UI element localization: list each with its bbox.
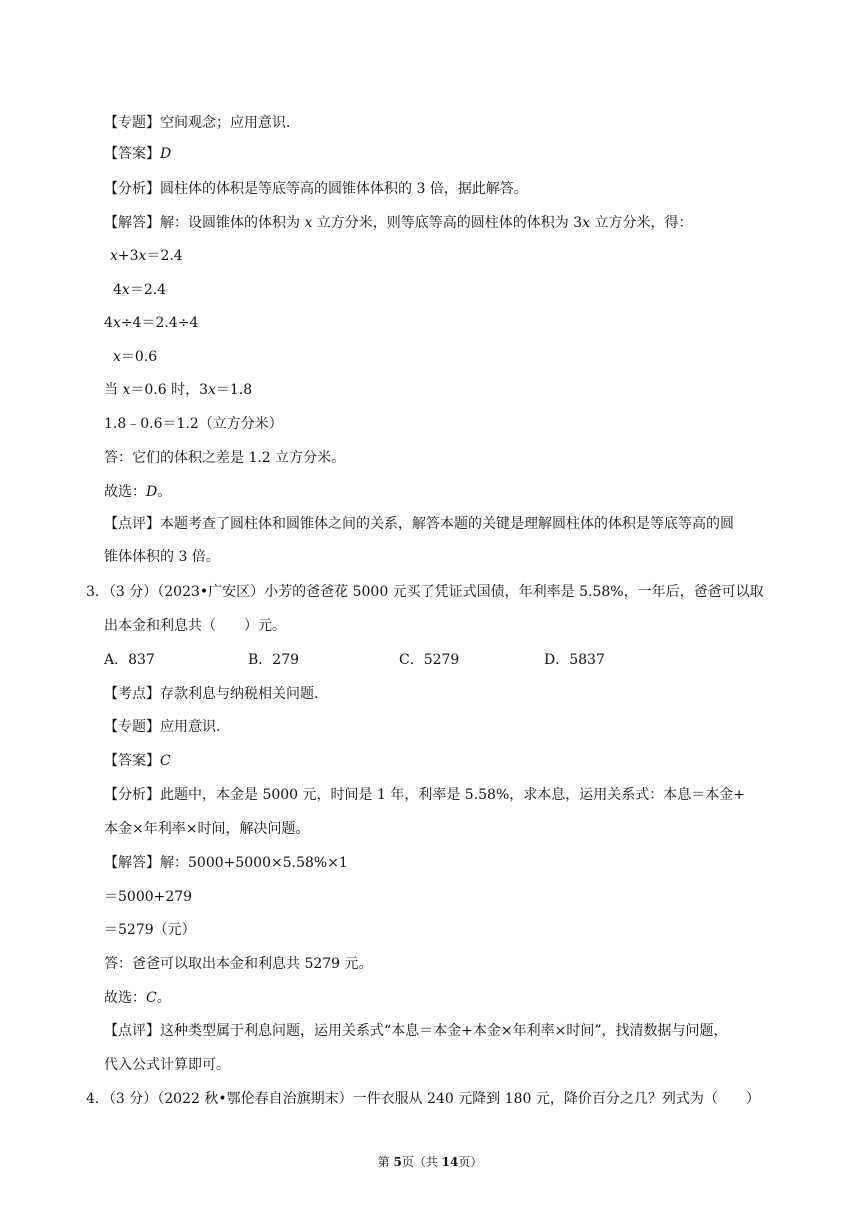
equation-line: x+3x＝2.4: [110, 248, 183, 264]
text-line: 故选：C。: [104, 990, 171, 1006]
text-line: 【点评】这种类型属于利息问题，运用关系式“本息＝本金+本金×年利率×时间”，找清数据与问题，: [104, 1023, 728, 1039]
text-line: 答：它们的体积之差是 1.2 立方分米。: [104, 450, 346, 466]
text-line: 1.8﹣0.6＝1.2（立方分米）: [104, 416, 283, 432]
text-line: 锥体体积的 3 倍。: [104, 549, 220, 565]
text-line: 【答案】C: [104, 753, 171, 769]
text-line: 故选：D。: [104, 484, 172, 500]
text-line: ＝5000+279: [104, 889, 193, 905]
text-line: 【点评】本题考查了圆柱体和圆锥体之间的关系，解答本题的关键是理解圆柱体的体积是等底等高的圆: [104, 516, 734, 532]
text-line: 代入公式计算即可。: [104, 1057, 230, 1073]
text-line: 【专题】空间观念；应用意识．: [104, 115, 300, 131]
equation-line: 4x÷4＝2.4÷4: [104, 315, 199, 331]
text-line: 【解答】解：设圆锥体的体积为 x 立方分米，则等底等高的圆柱体的体积为 3x 立方分米，得：: [104, 215, 693, 231]
equation-line: 4x＝2.4: [113, 282, 167, 298]
page-number: 5: [393, 1155, 402, 1169]
text-line: 答：爸爸可以取出本金和利息共 5279 元。: [104, 956, 373, 972]
text-line: 【答案】D: [104, 146, 172, 162]
text-line: 【解答】解：5000+5000×5.58%×1: [104, 855, 348, 871]
text-line: 【专题】应用意识．: [104, 719, 230, 735]
option-a: A．837: [104, 652, 155, 668]
page-footer: 第 5页（共 14页）: [377, 1155, 483, 1169]
question-3: 3．（3 分）（2023•广安区）小芳的爸爸花 5000 元买了凭证式国债，年利率是 5.58%，一年后，爸爸可以取: [86, 584, 764, 600]
text-line: 【分析】圆柱体的体积是等底等高的圆锥体体积的 3 倍，据此解答。: [104, 181, 528, 197]
page-total: 14: [441, 1155, 459, 1169]
text-line: 出本金和利息共（ ）元。: [104, 618, 286, 634]
equation-line: x＝0.6: [113, 349, 158, 365]
text-line: 当 x＝0.6 时，3x＝1.8: [104, 382, 253, 398]
option-b: B．279: [248, 652, 300, 668]
text-line: 【分析】此题中，本金是 5000 元，时间是 1 年，利率是 5.58%，求本息，运用关系式：本息＝本金+: [104, 787, 745, 803]
text-line: 本金×年利率×时间，解决问题。: [104, 821, 310, 837]
question-4: 4．（3 分）（2022 秋•鄂伦春自治旗期末）一件衣服从 240 元降到 180 元，降价百分之几？列式为（ ）: [86, 1091, 760, 1107]
text-line: 【考点】存款利息与纳税相关问题．: [104, 686, 328, 702]
text-line: ＝5279（元）: [104, 922, 196, 938]
option-d: D．5837: [544, 652, 605, 668]
option-c: C．5279: [399, 652, 460, 668]
